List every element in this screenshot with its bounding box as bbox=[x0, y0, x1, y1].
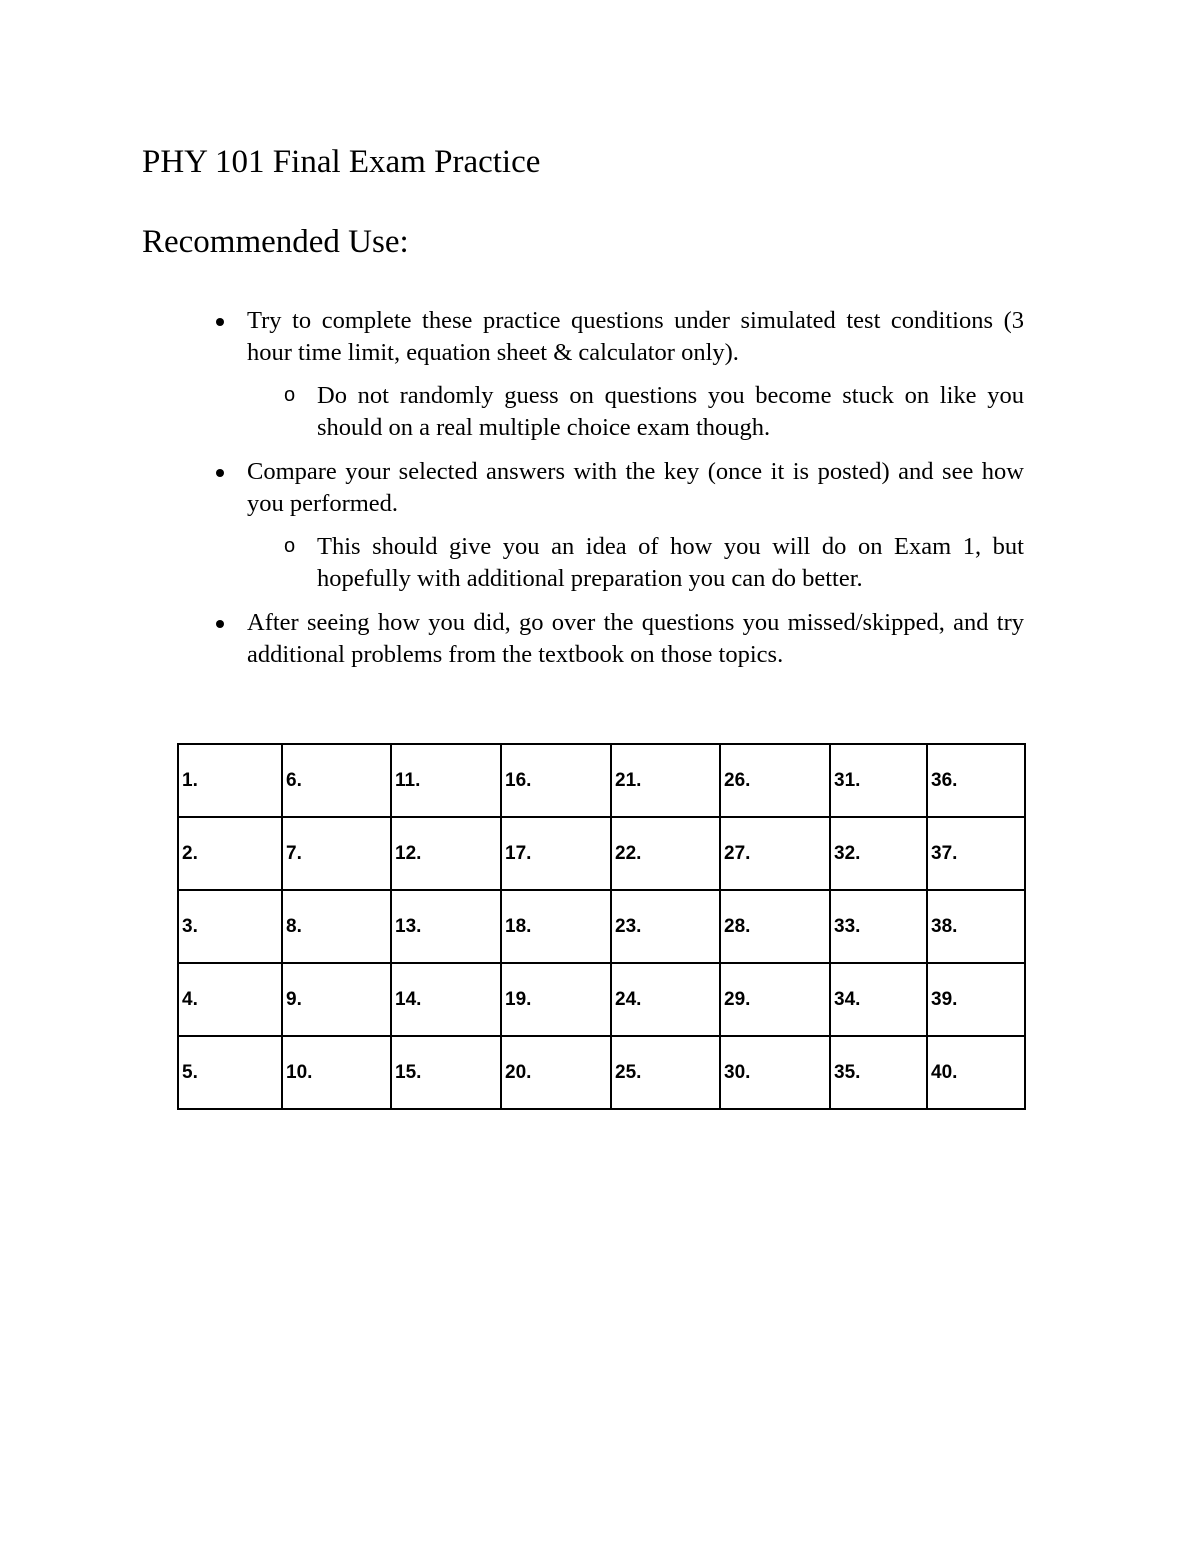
instruction-list bbox=[142, 305, 1024, 683]
instruction-text: Try to complete these practice questions under simulated test conditions (3 hour time limit, equation sheet & calculator only). bbox=[247, 307, 1024, 366]
answer-cell[interactable]: 35. bbox=[830, 1036, 927, 1109]
answer-cell[interactable]: 37. bbox=[927, 817, 1025, 890]
answer-cell[interactable]: 18. bbox=[501, 890, 611, 963]
answer-cell[interactable]: 21. bbox=[611, 744, 720, 817]
answer-cell[interactable]: 7. bbox=[282, 817, 391, 890]
answer-cell[interactable]: 28. bbox=[720, 890, 830, 963]
sub-item-text: Do not randomly guess on questions you become stuck on like you should on a real multiple choice exam though. bbox=[317, 382, 1024, 441]
answer-row bbox=[178, 817, 1025, 890]
answer-row bbox=[178, 890, 1025, 963]
answer-cell[interactable]: 25. bbox=[611, 1036, 720, 1109]
answer-grid bbox=[177, 743, 1026, 1110]
answer-cell[interactable]: 8. bbox=[282, 890, 391, 963]
sub-list bbox=[247, 531, 1024, 594]
sub-item bbox=[247, 531, 1024, 594]
bullet-icon bbox=[216, 318, 224, 326]
sub-item-text: This should give you an idea of how you will do on Exam 1, but hopefully with additional preparation you can do better. bbox=[317, 533, 1024, 592]
answer-cell[interactable]: 9. bbox=[282, 963, 391, 1036]
bullet-icon bbox=[216, 469, 224, 477]
answer-cell[interactable]: 24. bbox=[611, 963, 720, 1036]
answer-cell[interactable]: 13. bbox=[391, 890, 501, 963]
answer-cell[interactable]: 14. bbox=[391, 963, 501, 1036]
answer-cell[interactable]: 32. bbox=[830, 817, 927, 890]
instruction-item bbox=[142, 305, 1024, 443]
answer-cell[interactable]: 26. bbox=[720, 744, 830, 817]
answer-cell[interactable]: 15. bbox=[391, 1036, 501, 1109]
answer-cell[interactable]: 1. bbox=[178, 744, 282, 817]
instruction-text: Compare your selected answers with the key (once it is posted) and see how you performed. bbox=[247, 458, 1024, 517]
bullet-icon bbox=[216, 620, 224, 628]
answer-cell[interactable]: 34. bbox=[830, 963, 927, 1036]
answer-cell[interactable]: 17. bbox=[501, 817, 611, 890]
instruction-item bbox=[142, 607, 1024, 670]
answer-cell[interactable]: 39. bbox=[927, 963, 1025, 1036]
answer-cell[interactable]: 6. bbox=[282, 744, 391, 817]
answer-cell[interactable]: 10. bbox=[282, 1036, 391, 1109]
answer-cell[interactable]: 3. bbox=[178, 890, 282, 963]
answer-cell[interactable]: 16. bbox=[501, 744, 611, 817]
answer-cell[interactable]: 40. bbox=[927, 1036, 1025, 1109]
answer-cell[interactable]: 4. bbox=[178, 963, 282, 1036]
answer-cell[interactable]: 31. bbox=[830, 744, 927, 817]
answer-cell[interactable]: 30. bbox=[720, 1036, 830, 1109]
answer-cell[interactable]: 22. bbox=[611, 817, 720, 890]
answer-row bbox=[178, 1036, 1025, 1109]
answer-cell[interactable]: 33. bbox=[830, 890, 927, 963]
answer-cell[interactable]: 36. bbox=[927, 744, 1025, 817]
sub-item bbox=[247, 380, 1024, 443]
instruction-item bbox=[142, 456, 1024, 594]
answer-cell[interactable]: 12. bbox=[391, 817, 501, 890]
instruction-text: After seeing how you did, go over the questions you missed/skipped, and try additional problems from the textbook on those topics. bbox=[247, 609, 1024, 668]
answer-row bbox=[178, 744, 1025, 817]
answer-cell[interactable]: 19. bbox=[501, 963, 611, 1036]
section-heading: Recommended Use: bbox=[142, 224, 409, 260]
answer-cell[interactable]: 29. bbox=[720, 963, 830, 1036]
answer-cell[interactable]: 5. bbox=[178, 1036, 282, 1109]
answer-cell[interactable]: 11. bbox=[391, 744, 501, 817]
circle-bullet-icon: o bbox=[284, 535, 296, 557]
answer-cell[interactable]: 2. bbox=[178, 817, 282, 890]
answer-cell[interactable]: 27. bbox=[720, 817, 830, 890]
sub-list bbox=[247, 380, 1024, 443]
answer-cell[interactable]: 20. bbox=[501, 1036, 611, 1109]
answer-cell[interactable]: 23. bbox=[611, 890, 720, 963]
answer-row bbox=[178, 963, 1025, 1036]
answer-cell[interactable]: 38. bbox=[927, 890, 1025, 963]
circle-bullet-icon: o bbox=[284, 384, 296, 406]
page-title: PHY 101 Final Exam Practice bbox=[142, 144, 541, 180]
